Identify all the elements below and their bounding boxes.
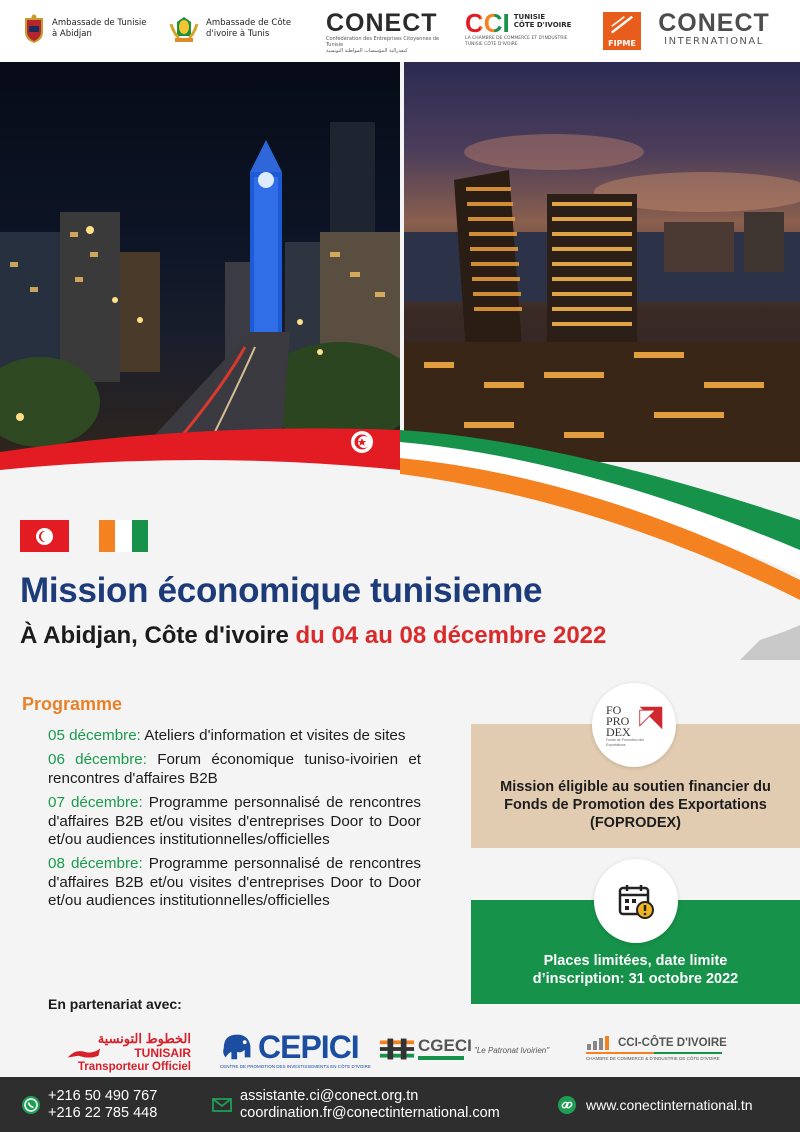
cci-ci-bars-icon [586, 1036, 610, 1050]
phone-number-1[interactable]: +216 50 490 767 [48, 1088, 158, 1104]
subtitle-dates: du 04 au 08 décembre 2022 [295, 622, 607, 649]
email-icon [212, 1098, 232, 1112]
cci-ci-name: CCI-CÔTE D'IVOIRE [618, 1037, 727, 1049]
cgeci-name: CGECI [418, 1036, 472, 1055]
tunisair-logo [66, 1032, 191, 1074]
cepici-subtitle: CENTRE DE PROMOTION DES INVESTISSEMENTS EN CÔTE D'IVOIRE [220, 1064, 371, 1069]
programme-date: 07 décembre: [48, 794, 143, 812]
cgeci-bar [418, 1056, 464, 1060]
calendar-alert-icon [616, 881, 656, 921]
fipme-mark-icon [603, 12, 641, 42]
programme-text: Forum économique tuniso-ivoirien et rencontres d'affaires B2B [48, 751, 421, 787]
embassy-tunisia-logo [22, 14, 146, 44]
programme-list [48, 727, 421, 917]
website-link[interactable]: www.conectinternational.tn [586, 1097, 753, 1113]
conect-international-logo [654, 10, 774, 47]
cepici-name: CEPICI [258, 1029, 359, 1065]
cci-line-cote-divoire: CÔTE D'IVOIRE [513, 21, 572, 29]
cci-line-tunisie: TUNISIE [513, 13, 546, 21]
subtitle-location: À Abidjan, Côte d'ivoire [20, 622, 289, 649]
page-subtitle [20, 622, 606, 650]
tunisia-flag-icon [20, 520, 69, 552]
foprodex-logo-fo: FO [606, 703, 622, 717]
programme-item [48, 855, 421, 910]
cci-ci-subtitle: CHAMBRE DE COMMERCE & D'INDUSTRIE DE CÔTE D'IVOIRE [586, 1056, 720, 1061]
cci-line-tunisie-ci: TUNISIE CÔTE D'IVOIRE [465, 42, 518, 47]
foprodex-logo-dex: DEX [606, 725, 631, 739]
embassy-tn-line2: à Abidjan [52, 29, 92, 39]
foprodex-logo-badge [592, 683, 676, 767]
partner-logos [0, 1026, 800, 1076]
footer-contact-bar [0, 1077, 800, 1132]
conect-subtitle-arabic: كنفدرالية المؤسسات المواطنة التونسية [326, 48, 408, 54]
header-logo-bar [0, 0, 800, 62]
cci-wordmark: CCI [465, 8, 510, 38]
programme-date: 05 décembre: [48, 727, 141, 744]
programme-text: Ateliers d'information et visites de sites [140, 727, 406, 744]
foprodex-logo-pro: PRO [606, 714, 630, 728]
programme-text: Programme personnalisé de rencontres d'affaires B2B et/ou visites d'entreprises Door to Door et/ou audiences institutionnelles/officielles [48, 794, 421, 849]
cci-ci-line [586, 1052, 722, 1054]
cci-tunisie-ci-logo [465, 10, 595, 48]
calendar-badge [594, 859, 678, 943]
tunisia-crest-icon [22, 14, 46, 44]
programme-item [48, 751, 421, 788]
foprodex-mark-icon [638, 705, 664, 731]
cci-line-chambre: LA CHAMBRE DE COMMERCE ET D'INDUSTRIE [465, 36, 568, 41]
embassy-tn-line1: Ambassade de Tunisie [52, 18, 147, 28]
tunisair-name: TUNISAIR [134, 1046, 191, 1060]
email-coordination[interactable]: coordination.fr@conectinternational.com [240, 1105, 500, 1121]
fipme-wordmark: FIPME [608, 39, 636, 48]
whatsapp-icon [22, 1096, 40, 1114]
tunisair-tagline: Transporteur Officiel [77, 1061, 191, 1073]
programme-item [48, 794, 421, 849]
tunisair-arabic: الخطوط التونسية [97, 1031, 191, 1046]
cepici-logo [220, 1028, 371, 1070]
programme-heading: Programme [22, 694, 123, 714]
conect-wordmark: CONECT [326, 9, 438, 37]
embassy-ivory-coast-logo [168, 14, 291, 44]
partners-heading: En partenariat avec: [48, 996, 182, 1012]
programme-text: Programme personnalisé de rencontres d'affaires B2B et/ou visites d'entreprises Door to Door et/ou audiences institutionnelles/officielles [48, 855, 421, 910]
country-flags [20, 520, 148, 552]
ivory-coast-crest-icon [168, 14, 200, 44]
cgeci-tagline: "Le Patronat Ivoirien" [474, 1046, 550, 1055]
link-icon [558, 1096, 576, 1114]
foprodex-text: Mission éligible au soutien financier du Fonds de Promotion des Exportations (FOPRODEX) [500, 779, 771, 831]
programme-date: 08 décembre: [48, 855, 143, 873]
cgeci-emblem-icon [378, 1036, 416, 1062]
deadline-line1: Places limitées, date limite [543, 953, 728, 969]
foprodex-logo-caption: Fonds de Promotion des Exportations [606, 738, 645, 747]
conect-intl-wordmark: CONECT [658, 9, 770, 37]
programme-date: 06 décembre: [48, 751, 147, 769]
embassy-ci-line2: d'ivoire à Tunis [206, 29, 270, 39]
email-assistante[interactable]: assistante.ci@conect.org.tn [240, 1088, 419, 1104]
fipme-logo [603, 12, 641, 50]
cepici-elephant-icon [220, 1028, 258, 1064]
embassy-ci-line1: Ambassade de Côte [206, 18, 292, 28]
conect-intl-subtitle: INTERNATIONAL [664, 36, 764, 47]
programme-item [48, 727, 421, 745]
conect-logo [326, 10, 450, 54]
tunisair-gazelle-icon [66, 1046, 102, 1060]
page-title: Mission économique tunisienne [20, 571, 543, 610]
phone-number-2[interactable]: +216 22 785 448 [48, 1105, 158, 1121]
deadline-line2: d’inscription: 31 octobre 2022 [532, 971, 739, 987]
conect-subtitle: Confédération des Entreprises Citoyennes de Tunisie [326, 36, 440, 48]
ivory-coast-flag-icon [99, 520, 148, 552]
